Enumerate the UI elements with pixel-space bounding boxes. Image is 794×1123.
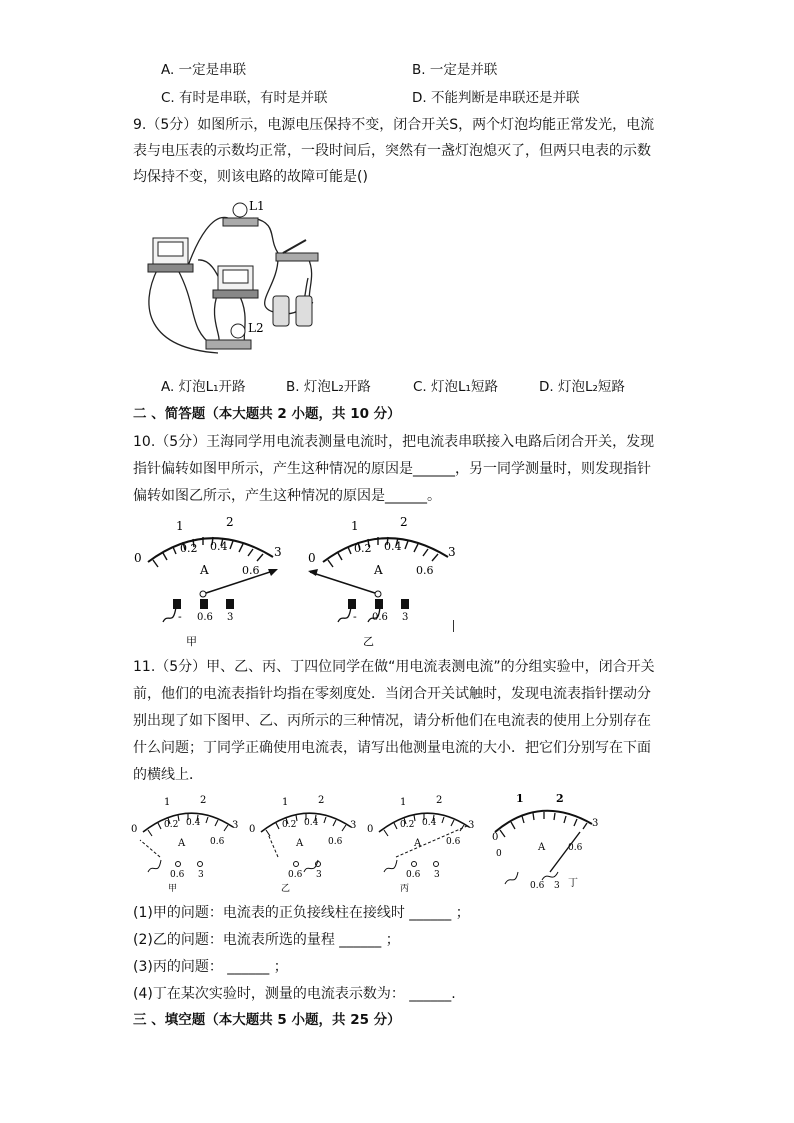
svg-text:1: 1 — [164, 797, 171, 808]
svg-text:A: A — [414, 838, 422, 849]
q11-line-4: 什么问题；丁同学正确使用电流表，请写出他测量电流的大小．把它们分别写在下面 — [133, 740, 651, 756]
scale-0-6: 0.6 — [416, 564, 434, 577]
q11-sub-3: (3)丙的问题： ______ ； — [133, 959, 288, 975]
q10-line-2: 指针偏转如图甲所示，产生这种情况的原因是______，另一同学测量时，则发现指针 — [133, 461, 651, 477]
caption-yi: 乙 — [363, 635, 374, 648]
svg-text:2: 2 — [436, 795, 443, 806]
svg-text:甲: 甲 — [168, 884, 178, 894]
terminal-3: 3 — [227, 612, 234, 623]
terminal-3: 3 — [402, 612, 409, 623]
svg-text:3: 3 — [434, 870, 440, 880]
q10-meter-jia — [128, 512, 288, 652]
scale-2: 2 — [400, 515, 408, 529]
q11-sub-1: (1)甲的问题：电流表的正负接线柱在接线时 ______ ； — [133, 905, 470, 921]
q9-option-a: A. 灯泡L₁开路 — [161, 379, 246, 395]
q11-meter-jia — [131, 795, 238, 894]
svg-text:0: 0 — [367, 824, 374, 835]
q11-meter-bing — [367, 795, 474, 894]
svg-text:0.4: 0.4 — [422, 818, 437, 828]
unit-a: A — [374, 563, 383, 577]
svg-text:1: 1 — [282, 797, 289, 808]
svg-text:0.6: 0.6 — [170, 870, 185, 880]
label-l1: L1 — [249, 199, 265, 213]
svg-text:3: 3 — [232, 820, 239, 831]
q11-sub-2: (2)乙的问题：电流表所选的量程 ______ ； — [133, 932, 400, 948]
svg-text:0.6: 0.6 — [530, 881, 545, 891]
q10-line-1: 10.（5分）王海同学用电流表测量电流时，把电流表串联接入电路后闭合开关，发现 — [133, 434, 655, 450]
q11-line-3: 别出现了如下图甲、乙、丙所示的三种情况，请分析他们在电流表的使用上分别存在 — [133, 713, 651, 729]
q8-option-d: D. 不能判断是串联还是并联 — [412, 90, 580, 106]
svg-text:1: 1 — [400, 797, 407, 808]
battery-pack — [273, 296, 312, 326]
svg-text:1: 1 — [516, 792, 524, 805]
svg-text:0.6: 0.6 — [568, 843, 583, 853]
q9-line-2: 表与电压表的示数均正常，一段时间后，突然有一盏灯泡熄灭了，但两只电表的示数 — [133, 143, 651, 159]
svg-text:0: 0 — [496, 849, 502, 859]
q11-sub-4: (4)丁在某次实验时，测量的电流表示数为： ______. — [133, 986, 456, 1002]
scale-3: 3 — [274, 545, 282, 559]
q8-option-c: C. 有时是串联，有时是并联 — [161, 90, 328, 106]
svg-text:A: A — [538, 842, 546, 853]
q9-option-c: C. 灯泡L₁短路 — [413, 379, 498, 395]
svg-text:乙: 乙 — [281, 884, 291, 894]
q9-circuit-figure — [128, 198, 328, 358]
scale-0-4: 0.4 — [210, 540, 228, 553]
svg-text:2: 2 — [556, 792, 564, 805]
svg-text:0: 0 — [492, 832, 499, 843]
scale-1: 1 — [351, 519, 359, 533]
scale-0-4: 0.4 — [384, 540, 402, 553]
section-3-title: 三 、填空题（本大题共 5 小题，共 25 分） — [133, 1012, 401, 1028]
unit-a: A — [200, 563, 209, 577]
terminal-minus: - — [353, 610, 357, 623]
voltmeter-device — [213, 266, 258, 298]
svg-text:3: 3 — [350, 820, 357, 831]
svg-text:0.2: 0.2 — [282, 820, 297, 830]
q9-option-d: D. 灯泡L₂短路 — [539, 379, 625, 395]
q11-line-2: 前，他们的电流表指针均指在零刻度处．当闭合开关试触时，发现电流表指针摆动分 — [133, 686, 651, 702]
svg-text:0: 0 — [249, 824, 256, 835]
svg-text:0.2: 0.2 — [164, 820, 179, 830]
q9-line-1: 9.（5分）如图所示，电源电压保持不变，闭合开关S，两个灯泡均能正常发光，电流 — [133, 117, 655, 133]
svg-text:0.6: 0.6 — [446, 837, 461, 847]
q11-line-1: 11.（5分）甲、乙、丙、丁四位同学在做“用电流表测电流”的分组实验中，闭合开关 — [133, 659, 655, 675]
pointer — [310, 572, 378, 594]
ammeter-device — [148, 238, 193, 272]
svg-text:0.4: 0.4 — [304, 818, 319, 828]
scale-0-2: 0.2 — [354, 542, 372, 555]
q11-meters-figure — [128, 792, 608, 897]
q9-line-3: 均保持不变，则该电路的故障可能是() — [133, 169, 368, 185]
svg-text:0.6: 0.6 — [406, 870, 421, 880]
svg-text:3: 3 — [468, 820, 475, 831]
svg-text:2: 2 — [318, 795, 325, 806]
stray-mark — [453, 620, 454, 632]
svg-text:丙: 丙 — [400, 884, 410, 894]
scale-0: 0 — [308, 551, 316, 565]
scale-0-2: 0.2 — [180, 542, 198, 555]
svg-text:2: 2 — [200, 795, 207, 806]
terminal-0-6: 0.6 — [372, 612, 388, 623]
svg-text:A: A — [296, 838, 304, 849]
svg-text:0.6: 0.6 — [210, 837, 225, 847]
svg-text:0: 0 — [131, 824, 138, 835]
svg-text:0.6: 0.6 — [288, 870, 303, 880]
q9-option-b: B. 灯泡L₂开路 — [286, 379, 371, 395]
svg-text:3: 3 — [592, 818, 599, 829]
caption-jia: 甲 — [186, 635, 197, 648]
svg-text:A: A — [178, 838, 186, 849]
scale-3: 3 — [448, 545, 456, 559]
label-l2: L2 — [248, 321, 264, 335]
q10-line-3: 偏转如图乙所示，产生这种情况的原因是______。 — [133, 488, 441, 504]
svg-text:0.6: 0.6 — [328, 837, 343, 847]
section-2-title: 二 、简答题（本大题共 2 小题，共 10 分） — [133, 406, 401, 422]
switch-s — [276, 240, 318, 261]
q11-line-5: 的横线上． — [133, 767, 203, 783]
q8-option-a: A. 一定是串联 — [161, 62, 247, 78]
svg-text:丁: 丁 — [568, 878, 578, 889]
scale-0: 0 — [134, 551, 142, 565]
scale-2: 2 — [226, 515, 234, 529]
q8-option-b: B. 一定是并联 — [412, 62, 498, 78]
q10-meter-yi — [298, 512, 463, 652]
svg-text:3: 3 — [554, 881, 560, 891]
svg-text:0.2: 0.2 — [400, 820, 415, 830]
svg-text:0.4: 0.4 — [186, 818, 201, 828]
pointer — [203, 570, 276, 594]
svg-text:3: 3 — [198, 870, 204, 880]
q11-meter-yi — [249, 795, 356, 894]
q11-meter-ding — [492, 792, 598, 891]
scale-0-6: 0.6 — [242, 564, 260, 577]
scale-1: 1 — [176, 519, 184, 533]
terminal-minus: - — [178, 610, 182, 623]
terminal-0-6: 0.6 — [197, 612, 213, 623]
svg-text:3: 3 — [316, 870, 322, 880]
